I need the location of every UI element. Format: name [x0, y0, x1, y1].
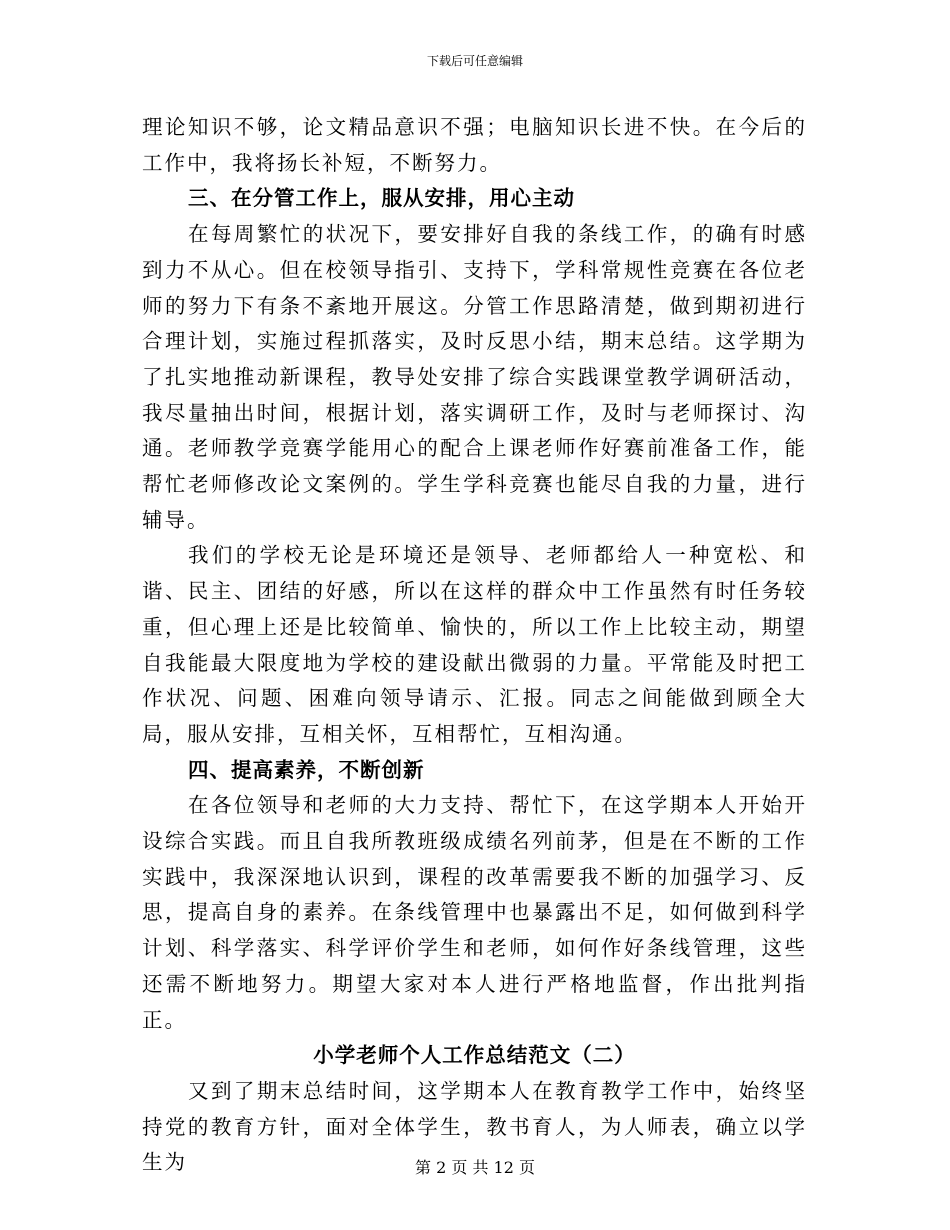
paragraph: 在每周繁忙的状况下，要安排好自我的条线工作，的确有时感到力不从心。但在校领导指引、支持下，学科常规性竞赛在各位老师的努力下有条不紊地开展这。分管工作思路清楚，做到期初进行合理计划，实施过程抓落实，及时反思小结，期末总结。这学期为了扎实地推动新课程，教导处安排了综合实践课堂教学调研活动，我尽量抽出时间，根据计划，落实调研工作，及时与老师探讨、沟通。老师教学竞赛学能用心的配合上课老师作好赛前准备工作，能帮忙老师修改论文案例的。学生学科竞赛也能尽自我的力量，进行辅导。 — [142, 222, 807, 532]
paragraph: 又到了期末总结时间，这学期本人在教育教学工作中，始终坚持党的教育方针，面对全体学生，教书育人，为人师表，确立以学生为 — [142, 1078, 807, 1175]
paragraph: 在各位领导和老师的大力支持、帮忙下，在这学期本人开始开设综合实践。而且自我所教班级成绩名列前茅，但是在不断的工作实践中，我深深地认识到，课程的改革需要我不断的加强学习、反思，提高自身的素养。在条线管理中也暴露出不足，如何做到科学计划、科学落实、科学评价学生和老师，如何作好条线管理，这些还需不断地努力。期望大家对本人进行严格地监督，作出批判指正。 — [142, 793, 807, 1032]
page-header: 下载后可任意编辑 — [426, 54, 523, 68]
paragraph: 我们的学校无论是环境还是领导、老师都给人一种宽松、和谐、民主、团结的好感，所以在这样的群众中工作虽然有时任务较重，但心理上还是比较简单、愉快的，所以工作上比较主动，期望自我能最大限度地为学校的建设献出微弱的力量。平常能及时把工作状况、问题、困难向领导请示、汇报。同志之间能做到顾全大局，服从安排，互相关怀，互相帮忙，互相沟通。 — [142, 543, 807, 746]
document-body — [142, 110, 807, 1181]
section-heading-3: 三、在分管工作上，服从安排，用心主动 — [188, 186, 575, 211]
section-heading-4: 四、提高素养，不断创新 — [188, 757, 425, 782]
paragraph-continued: 理论知识不够，论文精品意识不强；电脑知识长进不快。在今后的工作中，我将扬长补短，不断努力。 — [142, 115, 807, 175]
page-number: 第 2 页 共 12 页 — [415, 1158, 535, 1177]
article-title: 小学老师个人工作总结范文（二） — [313, 1043, 636, 1068]
